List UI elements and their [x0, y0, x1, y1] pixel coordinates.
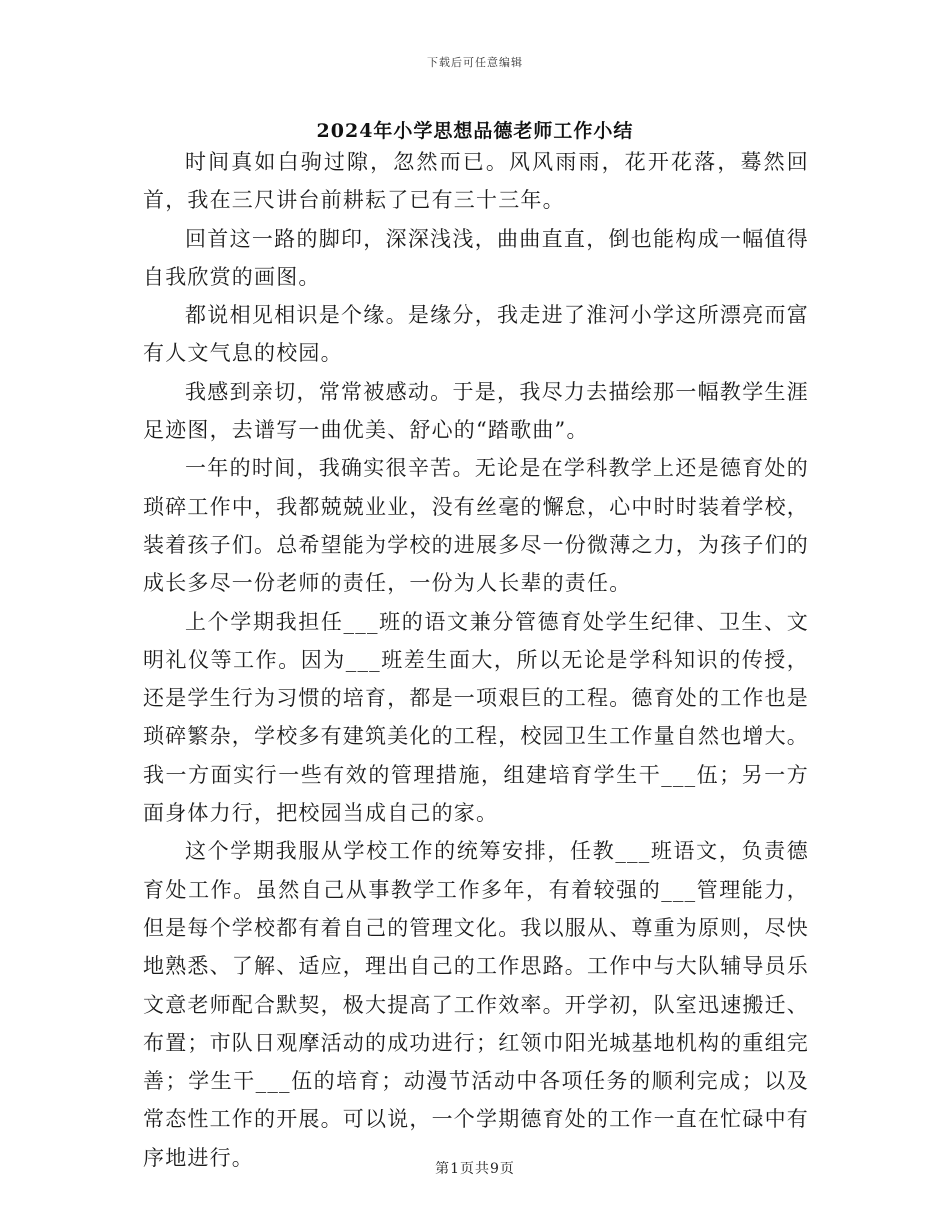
- paragraph-5: 一年的时间，我确实很辛苦。无论是在学科教学上还是德育处的琐碎工作中，我都兢兢业业，没有丝毫的懈怠，心中时时装着学校，装着孩子们。总希望能为学校的进展多尽一份微薄之力，为孩子们的成长多尽一份老师的责任，一份为人长辈的责任。: [143, 456, 809, 596]
- document-body: [143, 143, 809, 1177]
- paragraph-7: 这个学期我服从学校工作的统筹安排，任教___班语文，负责德育处工作。虽然自己从事教学工作多年，有着较强的___管理能力，但是每个学校都有着自己的管理文化。我以服从、尊重为原则，尽快地熟悉、了解、适应，理出自己的工作思路。工作中与大队辅导员乐文意老师配合默契，极大提高了工作效率。开学初，队室迅速搬迁、布置；市队日观摩活动的成功进行；红领巾阳光城基地机构的重组完善；学生干___伍的培育；动漫节活动中各项任务的顺利完成；以及常态性工作的开展。可以说，一个学期德育处的工作一直在忙碌中有序地进行。: [143, 839, 809, 1170]
- paragraph-6: 上个学期我担任___班的语文兼分管德育处学生纪律、卫生、文明礼仪等工作。因为___班差生面大，所以无论是学科知识的传授，还是学生行为习惯的培育，都是一项艰巨的工程。德育处的工作也是琐碎繁杂，学校多有建筑美化的工程，校园卫生工作量自然也增大。我一方面实行一些有效的管理措施，组建培育学生干___伍；另一方面身体力行，把校园当成自己的家。: [143, 609, 809, 826]
- page-footer: 第1页共9页: [435, 1161, 515, 1177]
- paragraph-3: 都说相见相识是个缘。是缘分，我走进了淮河小学这所漂亮而富有人文气息的校园。: [143, 303, 809, 366]
- paragraph-4: 我感到亲切，常常被感动。于是，我尽力去描绘那一幅教学生涯足迹图，去谱写一曲优美、舒心的“踏歌曲”。: [143, 379, 809, 443]
- paragraph-1: 时间真如白驹过隙，忽然而已。风风雨雨，花开花落，蓦然回首，我在三尺讲台前耕耘了已有三十三年。: [143, 150, 809, 213]
- document-title: 2024年小学思想品德老师工作小结: [316, 120, 634, 142]
- header-note: 下载后可任意编辑: [427, 56, 523, 69]
- paragraph-2: 回首这一路的脚印，深深浅浅，曲曲直直，倒也能构成一幅值得自我欣赏的画图。: [143, 226, 809, 289]
